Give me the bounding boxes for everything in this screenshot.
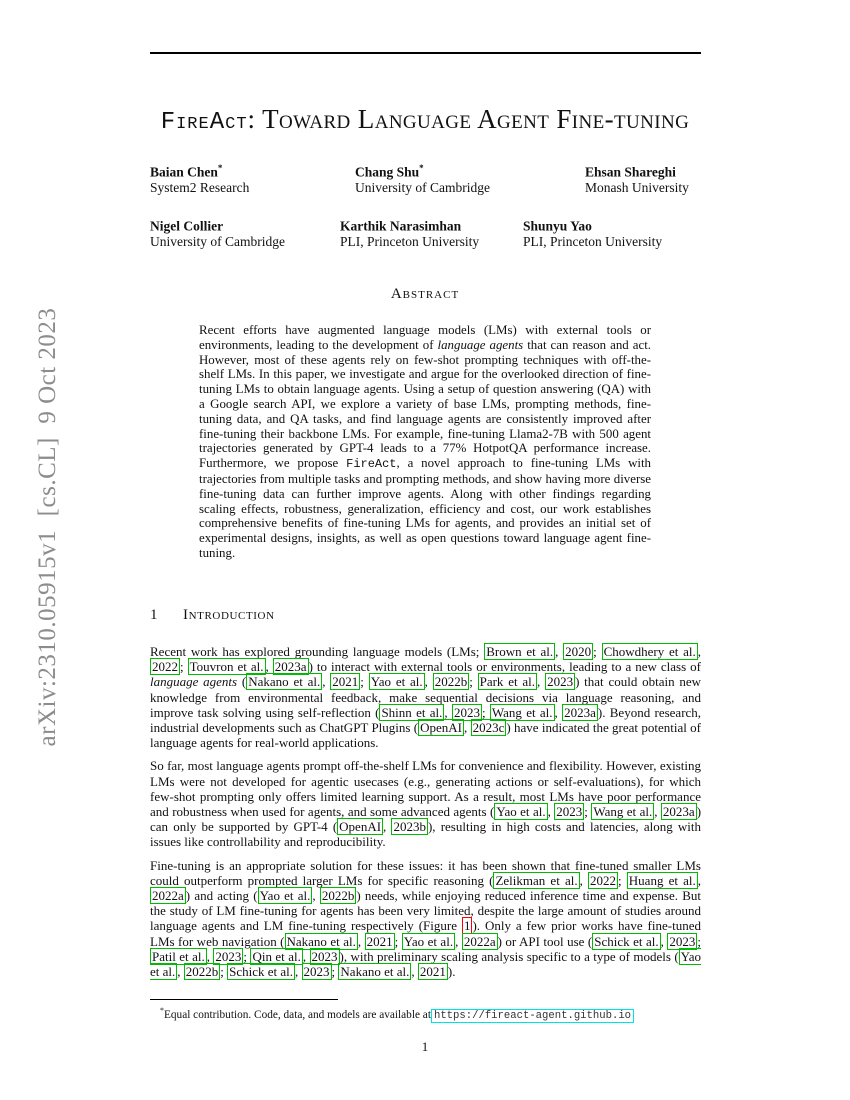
- citation-link[interactable]: 2022: [590, 872, 617, 888]
- citation-link[interactable]: 2023: [311, 948, 338, 964]
- text-run: ,: [697, 644, 702, 659]
- text-run: ,: [206, 948, 214, 964]
- page-number: 1: [421, 1039, 429, 1054]
- citation-link[interactable]: Nakano et al.: [340, 964, 410, 980]
- text-run: ,: [302, 948, 310, 964]
- text-run: ,: [579, 872, 589, 888]
- citation-link[interactable]: 2023a: [662, 804, 695, 820]
- text-run: ;: [697, 933, 701, 949]
- footnote-mark: *: [160, 1006, 164, 1015]
- text-run: language agents: [437, 337, 524, 352]
- author-block: [150, 161, 249, 196]
- text-run: ,: [322, 674, 331, 690]
- author-block: [355, 161, 490, 196]
- text-run: ,: [295, 964, 302, 980]
- title-brand: FireAct: [160, 109, 248, 136]
- abstract-heading: Abstract: [390, 286, 460, 302]
- author-affiliation: PLI, Princeton University: [523, 233, 663, 249]
- citation-link[interactable]: OpenAI: [420, 720, 463, 736]
- citation-link[interactable]: 2022b: [185, 964, 219, 980]
- citation-link[interactable]: Park et al.: [479, 674, 536, 690]
- text-run: language agents: [150, 674, 238, 690]
- text-run: ) can only be supported by GPT-4 (: [150, 804, 702, 835]
- citation-link[interactable]: Brown et al.: [486, 644, 554, 659]
- citation-link[interactable]: Qin et al.: [252, 948, 301, 964]
- text-run: ,: [554, 704, 563, 720]
- text-run: that can reason and act. However, most of these agents rely on few-shot prompting techniques with off-the-shelf LMs. In this paper, we investigate and argue for the overlooked direction of fine-tuning LMs to obtain language agents. Using a setup of question answering (QA) with a Google search API, we explore a variety of base LMs, prompting methods, fine-tuning data, and QA tasks, and find language agents are consistently improved after fine-tuning their backbone LMs. For example, fine-tuning Llama2-7B with 500 agent trajectories generated by GPT-4 leads to a 77% HotpotQA performance increase. Furthermore, we propose: [199, 337, 651, 471]
- text-run: ), resulting in high costs and latencies, along with issues like controllability and reproducibility.: [150, 819, 701, 850]
- citation-link[interactable]: 2023: [215, 948, 242, 964]
- text-run: ,: [555, 644, 564, 659]
- text-run: ), with preliminary scaling analysis specific to a type of models (: [339, 948, 679, 964]
- text-run: So far, most language agents prompt off-the-shelf LMs for convenience and flexibility. However, existing LMs were not developed for agentic usecases (e.g., generating actions or self-evaluations), for which few-shot prompting only offers limited learning support. As a result, most LMs have poor performance and robustness when used for agents, and some advanced agents (: [150, 758, 701, 820]
- citation-link[interactable]: 2023: [547, 674, 574, 690]
- footnote: [150, 1004, 703, 1023]
- text-run: ) have indicated the great potential of language agents for real-world applications.: [150, 720, 702, 751]
- figure-reference-link[interactable]: 1: [463, 918, 471, 934]
- text-run: ). Only a few prior works have fine-tuned LMs for web navigation (: [150, 918, 701, 949]
- paragraph: [150, 758, 701, 849]
- text-run: ,: [547, 804, 555, 820]
- author-affiliation: System2 Research: [150, 179, 250, 195]
- text-run: ;: [394, 933, 402, 949]
- citation-link[interactable]: Yao et al.: [403, 933, 454, 949]
- citation-link[interactable]: 2021: [332, 674, 359, 690]
- citation-link[interactable]: 2021: [366, 933, 393, 949]
- citation-link[interactable]: Chowdhery et al.: [603, 644, 696, 659]
- text-run: ,: [455, 933, 462, 949]
- title-rest: : Toward Language Agent Fine-tuning: [247, 104, 690, 134]
- citation-link[interactable]: Wang et al.: [593, 804, 653, 820]
- citation-link[interactable]: 2022a: [152, 888, 184, 904]
- paragraph: [150, 644, 701, 750]
- author-name: Ehsan Shareghi: [585, 164, 676, 180]
- equal-contribution-mark: *: [217, 163, 223, 173]
- citation-link[interactable]: 2023: [556, 804, 583, 820]
- citation-link[interactable]: 2022a: [463, 933, 496, 949]
- text-run: ,: [177, 964, 184, 980]
- author-block: [523, 215, 662, 250]
- author-affiliation: Monash University: [585, 179, 689, 195]
- citation-link[interactable]: OpenAI: [339, 819, 382, 835]
- text-run: ,: [444, 704, 452, 720]
- arxiv-watermark: arXiv:2310.05915v1 [cs.CL] 9 Oct 2023: [34, 307, 61, 747]
- text-run: Recent efforts have augmented language models (LMs) with external tools or environments, leading to the development of: [199, 323, 651, 352]
- citation-link[interactable]: 2023: [303, 964, 330, 980]
- header-rule: [150, 52, 701, 54]
- text-run: ;: [331, 964, 339, 980]
- citation-link[interactable]: Yao et al.: [370, 674, 423, 690]
- text-run: ) that could obtain new knowledge from environmental feedback, make sequential decisions via language reasoning, and improve task solving using self-reflection (: [150, 674, 702, 720]
- abstract-body: [199, 323, 651, 561]
- citation-link[interactable]: Huang et al.: [628, 872, 696, 888]
- text-run: FireAct: [346, 457, 397, 472]
- text-run: ,: [265, 659, 273, 675]
- author-block: [340, 215, 479, 250]
- citation-link[interactable]: Schick et al.: [594, 933, 659, 949]
- text-run: ,: [537, 674, 546, 690]
- text-run: ) needs, while enjoying reduced inference time and expense. But the study of LM fine-tuning for agents has been very limited, despite the large amount of studies around language agents and LM fine-tuning respectively (Figure: [150, 888, 702, 934]
- text-run: (: [237, 674, 247, 690]
- citation-link[interactable]: Yao et al.: [150, 948, 702, 980]
- author-name: Chang Shu*: [355, 163, 424, 180]
- text-run: ,: [357, 933, 365, 949]
- text-run: ,: [312, 888, 320, 904]
- text-run: ,: [697, 872, 701, 888]
- author-affiliation: University of Cambridge: [355, 179, 490, 195]
- citation-link[interactable]: 2023a: [564, 704, 596, 720]
- text-run: ) or API tool use (: [497, 933, 593, 949]
- text-run: ,: [654, 804, 661, 820]
- author-block: [150, 215, 285, 250]
- citation-link[interactable]: Nakano et al.: [286, 933, 356, 949]
- citation-link[interactable]: 2023c: [472, 720, 505, 736]
- text-run: Recent work has explored grounding language models (LMs;: [150, 644, 485, 659]
- text-run: ,: [383, 819, 392, 835]
- text-run: ;: [180, 659, 188, 675]
- author-block: [585, 161, 689, 196]
- section-heading: [150, 607, 275, 624]
- paper-title: [75, 103, 775, 139]
- paragraph: [150, 858, 701, 980]
- citation-link[interactable]: Wang et al.: [491, 704, 553, 720]
- author-name: Baian Chen*: [150, 163, 223, 180]
- citation-link[interactable]: Nakano et al.: [248, 674, 321, 690]
- citation-link[interactable]: Touvron et al.: [189, 659, 264, 675]
- citation-link[interactable]: 2021: [419, 964, 446, 980]
- citation-link[interactable]: 2020: [565, 644, 592, 659]
- citation-link[interactable]: 2023b: [393, 819, 426, 835]
- introduction-text: [150, 644, 701, 987]
- citation-link[interactable]: 2023: [669, 933, 696, 949]
- author-name: Karthik Narasimhan: [340, 218, 462, 234]
- author-affiliation: PLI, Princeton University: [340, 233, 480, 249]
- text-run: ;: [481, 704, 490, 720]
- author-name: Shunyu Yao: [523, 218, 592, 234]
- text-run: ) to interact with external tools or environments, leading to a new class of: [308, 659, 702, 675]
- text-run: ). Beyond research, industrial developments such as ChatGPT Plugins (: [150, 704, 702, 736]
- citation-link[interactable]: Yao et al.: [259, 888, 311, 904]
- text-run: ;: [220, 964, 228, 980]
- section-title: Introduction: [183, 607, 275, 623]
- text-run: ;: [584, 804, 592, 820]
- footnote-text: Equal contribution. Code, data, and models are available at: [164, 1008, 431, 1021]
- text-run: ).: [447, 964, 456, 980]
- text-run: ;: [360, 674, 369, 690]
- text-run: ;: [469, 674, 478, 690]
- citation-link[interactable]: Schick et al.: [229, 964, 294, 980]
- section-number: 1: [150, 607, 158, 623]
- citation-link[interactable]: Patil et al.: [152, 948, 205, 964]
- text-run: ;: [618, 872, 627, 888]
- citation-link[interactable]: 2023: [453, 704, 480, 720]
- footnote-url-link[interactable]: https://fireact-agent.github.io: [431, 1009, 634, 1023]
- citation-link[interactable]: Shinn et al.: [381, 704, 443, 720]
- author-name: Nigel Collier: [150, 218, 224, 234]
- text-run: , a novel approach to fine-tuning LMs with trajectories from multiple tasks and prompting methods, and show having more diverse fine-tuning data can further improve agents. Along with other findings regarding scaling effects, robustness, generalization, efficiency and cost, our work establishes comprehensive benefits of fine-tuning LMs for agents, and provides an initial set of experimental designs, insights, as well as open questions toward language agent fine-tuning.: [199, 456, 651, 560]
- text-run: ,: [660, 933, 668, 949]
- equal-contribution-mark: *: [419, 163, 424, 173]
- text-run: ,: [424, 674, 433, 690]
- citation-link[interactable]: 2022: [152, 659, 178, 675]
- text-run: ,: [464, 720, 471, 736]
- citation-link[interactable]: 2022b: [321, 888, 355, 904]
- text-run: ,: [411, 964, 418, 980]
- text-run: ) and acting (: [185, 888, 258, 904]
- citation-link[interactable]: 2023a: [274, 659, 307, 675]
- author-affiliation: University of Cambridge: [150, 233, 285, 249]
- footnote-rule: [150, 999, 338, 1000]
- text-run: ;: [593, 644, 602, 659]
- citation-link[interactable]: Yao et al.: [496, 804, 546, 820]
- text-run: Fine-tuning is an appropriate solution for these issues: it has been shown that fine-tuned smaller LMs could outperform prompted larger LMs for specific reasoning (: [150, 857, 701, 888]
- text-run: ;: [243, 948, 251, 964]
- citation-link[interactable]: 2022b: [434, 674, 468, 690]
- citation-link[interactable]: Zelikman et al.: [495, 872, 578, 888]
